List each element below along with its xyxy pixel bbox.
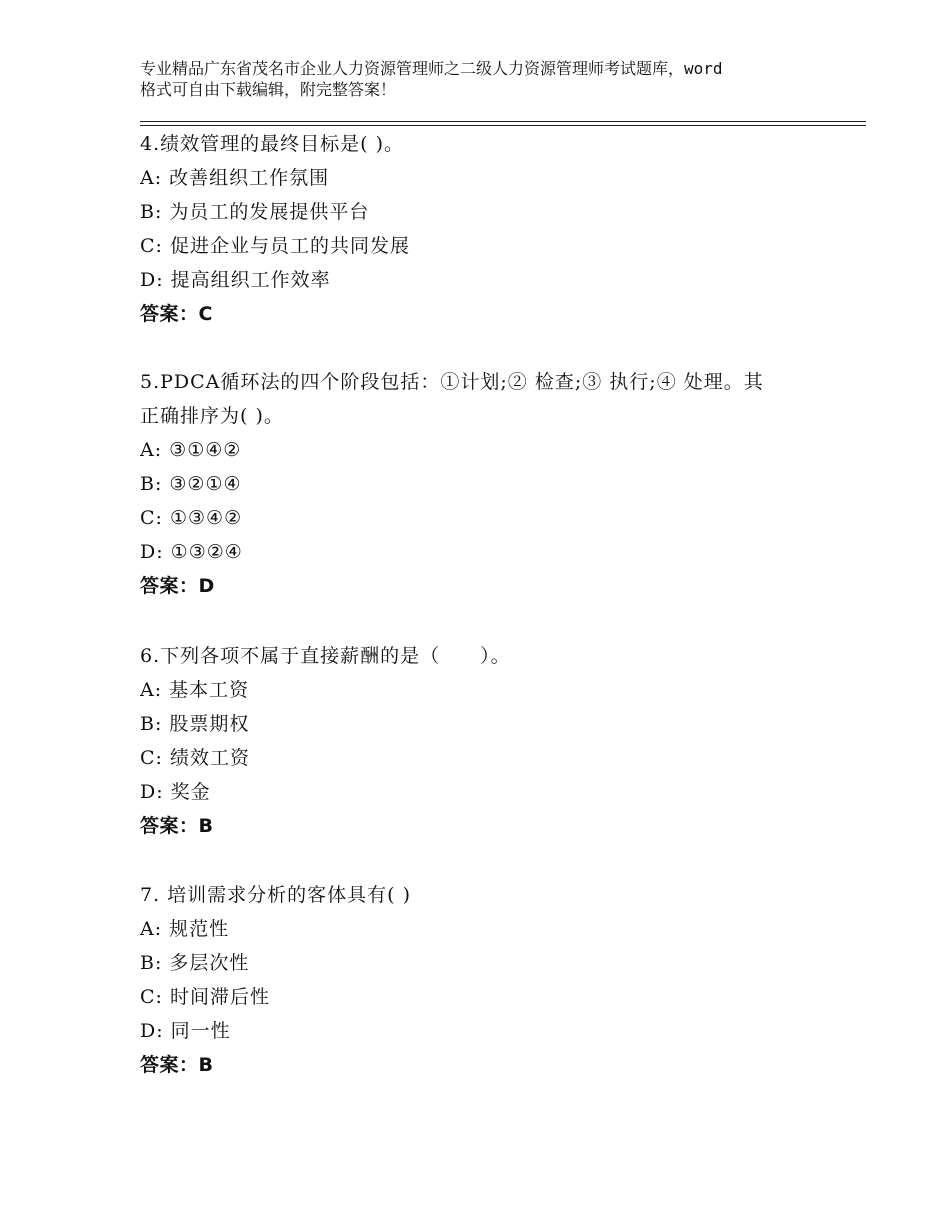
option-d: D: ①③②④: [140, 541, 243, 563]
question-stem: 7. 培训需求分析的客体具有( ): [140, 884, 412, 906]
option-a: A: 基本工资: [140, 679, 250, 701]
question-stem: 5.PDCA循环法的四个阶段包括：①计划;② 检查;③ 执行;④ 处理。其: [140, 371, 764, 393]
document-header: [140, 58, 840, 100]
question-5: [140, 365, 830, 603]
question-6: [140, 639, 830, 843]
header-line-2: 格式可自由下载编辑，附完整答案！: [140, 80, 397, 99]
option-c: C: 时间滞后性: [140, 986, 270, 1008]
option-d: D: 提高组织工作效率: [140, 269, 331, 291]
question-stem-continued: 正确排序为( )。: [140, 405, 284, 427]
option-a: A: 规范性: [140, 918, 230, 940]
answer: 答案：D: [140, 575, 215, 597]
question-4: [140, 127, 830, 331]
answer: 答案：B: [140, 815, 214, 837]
option-d: D: 奖金: [140, 781, 211, 803]
option-c: C: 绩效工资: [140, 747, 250, 769]
header-line-1: 专业精品广东省茂名市企业人力资源管理师之二级人力资源管理师考试题库，word: [140, 59, 723, 78]
option-b: B: ③②①④: [140, 473, 242, 495]
question-stem: 4.绩效管理的最终目标是( )。: [140, 133, 404, 155]
option-b: B: 股票期权: [140, 713, 250, 735]
answer: 答案：C: [140, 303, 213, 325]
option-b: B: 多层次性: [140, 952, 250, 974]
option-b: B: 为员工的发展提供平台: [140, 201, 370, 223]
question-7: [140, 878, 830, 1082]
option-a: A: 改善组织工作氛围: [140, 167, 330, 189]
question-stem: 6.下列各项不属于直接薪酬的是（ ）。: [140, 645, 511, 667]
option-a: A: ③①④②: [140, 439, 242, 461]
option-c: C: 促进企业与员工的共同发展: [140, 235, 410, 257]
header-divider-top: [140, 121, 866, 122]
option-d: D: 同一性: [140, 1020, 231, 1042]
header-divider-bottom: [140, 125, 866, 126]
option-c: C: ①③④②: [140, 507, 243, 529]
answer: 答案：B: [140, 1054, 214, 1076]
